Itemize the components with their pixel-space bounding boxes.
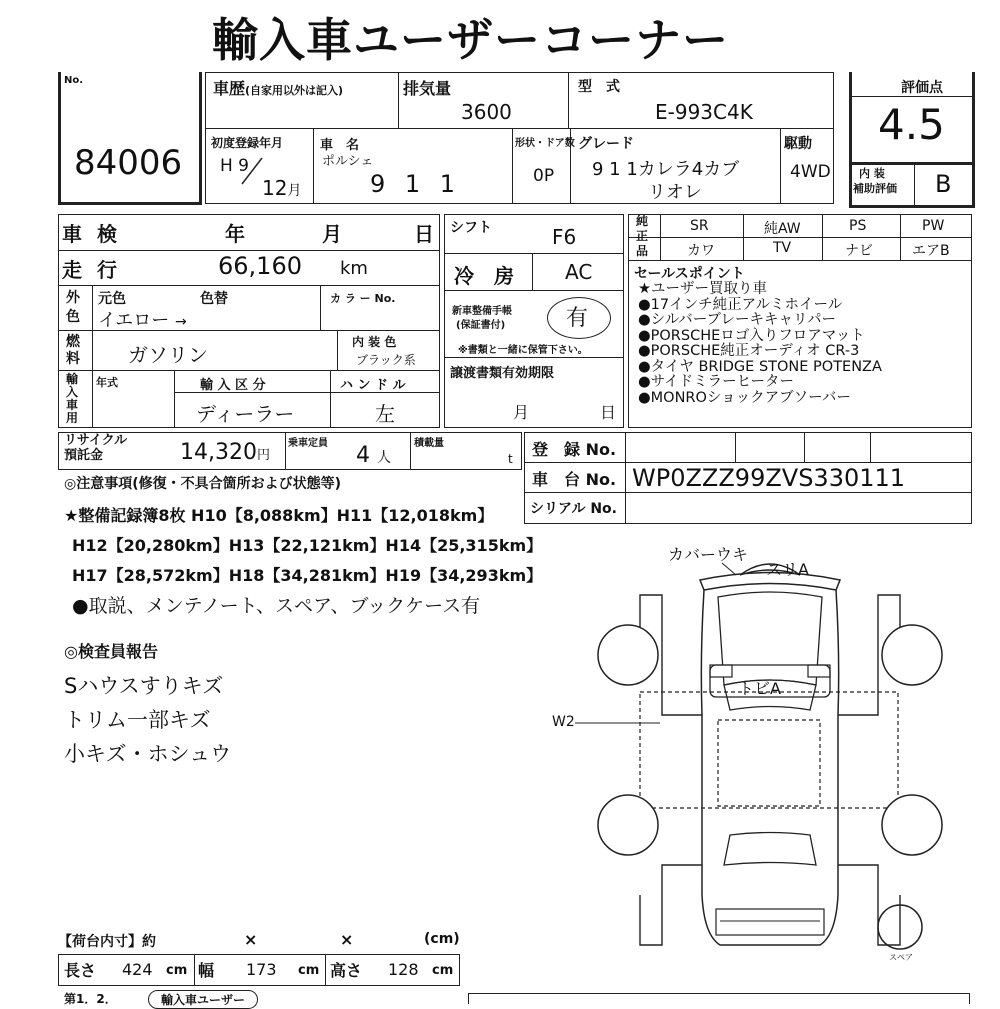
- height-label: 高さ: [330, 961, 363, 980]
- option-pw: PW: [922, 218, 945, 234]
- mileage-label: 走 行: [62, 258, 121, 282]
- sales-point: ●サイドミラーヒーター: [638, 374, 795, 390]
- width-label: 幅: [198, 961, 215, 980]
- grade-line-1: 9 1 1カレラ4カブ: [592, 159, 740, 180]
- load-unit: t: [508, 452, 513, 466]
- car-damage-diagram: [540, 535, 980, 965]
- shaken-day-label: 日: [414, 222, 434, 246]
- shaken-year-label: 年: [225, 222, 245, 246]
- sales-point: ●PORSCHEロゴ入りフロアマット: [638, 327, 865, 344]
- load-label: 積載量: [414, 438, 444, 449]
- handle-value: 左: [375, 402, 395, 426]
- sales-point: ●シルバーブレーキキャリパー: [638, 312, 837, 328]
- height-value: 128: [388, 960, 419, 979]
- no-label: No.: [64, 75, 84, 86]
- first-reg-slash: [240, 156, 262, 184]
- displacement-label: 排気量: [403, 79, 452, 98]
- note-line: H17【28,572km】H18【34,281km】H19【34,293km】: [72, 566, 543, 585]
- chassis-value: WP0ZZZ99ZVS330111: [632, 464, 906, 492]
- inspector-line: 小キズ・ホシュウ: [64, 742, 232, 766]
- model-value: E-993C4K: [655, 100, 753, 124]
- cargo-x1: ×: [244, 930, 258, 949]
- maintenance-note: ※書類と一緒に保管下さい。: [458, 345, 588, 356]
- score-value: 4.5: [878, 100, 945, 149]
- diagram-label-chip: トビA: [738, 679, 781, 698]
- doors-label: 形状・ドア数: [515, 138, 575, 149]
- option-sr: SR: [690, 218, 709, 234]
- inspector-line: Sハウスすりキズ: [64, 674, 224, 698]
- maintenance-value: 有: [566, 306, 589, 331]
- doors-value: 0P: [533, 166, 555, 186]
- option-alloy-wheel: 純AW: [764, 221, 801, 237]
- recycle-value: 14,320円: [180, 440, 270, 465]
- first-reg-era: H 9: [220, 156, 250, 176]
- interior-eval-label: 内 装 補助評価: [853, 167, 897, 195]
- history-label: 車歴(自家用以外は記入): [213, 79, 344, 98]
- fuel-label: 燃 料: [66, 334, 80, 367]
- displacement-value: 3600: [461, 100, 512, 124]
- chassis-label: 車 台 No.: [532, 470, 617, 489]
- sales-point: ●17インチ純正アルミホイール: [638, 296, 843, 313]
- grade-line-2: リオレ: [648, 182, 702, 203]
- capacity-value: 4 人: [356, 443, 391, 468]
- capacity-label: 乗車定員: [288, 438, 328, 449]
- shift-label: シフト: [450, 220, 492, 236]
- option-tv: TV: [773, 240, 792, 256]
- inspector-line: トリム一部キズ: [64, 708, 211, 732]
- first-reg-label: 初度登録年月: [211, 136, 284, 150]
- lot-number: 84006: [74, 143, 183, 183]
- import-label: 輸 入 車 用: [66, 372, 79, 425]
- score-label: 評価点: [901, 80, 943, 96]
- repaint-label: 色替: [200, 291, 228, 307]
- spare-label: スペア: [889, 953, 913, 962]
- drive-label: 駆動: [784, 136, 812, 152]
- length-unit: cm: [166, 963, 188, 978]
- cargo-unit: (cm): [424, 931, 460, 947]
- footer-box-right: [468, 993, 970, 1004]
- drive-value: 4WD: [790, 162, 831, 182]
- sales-point: ●MONROショックアブソーバー: [638, 389, 851, 406]
- genuine-label: 純 正 品: [636, 214, 649, 258]
- sales-points-list: [638, 282, 882, 406]
- footer-prefix: 第1．2．: [64, 992, 117, 1006]
- mileage-value: 66,160: [218, 252, 302, 280]
- grade-label: グレード: [578, 136, 634, 152]
- diagram-label-w2: W2: [552, 714, 575, 730]
- shaken-label: 車 検: [62, 222, 121, 246]
- notes-heading: ◎注意事項(修復・不具合箇所および状態等): [64, 476, 342, 492]
- height-unit: cm: [432, 963, 454, 978]
- length-label: 長さ: [64, 961, 97, 980]
- import-class-label: 輸 入 区 分: [200, 378, 266, 393]
- interior-color-value: ブラック系: [356, 353, 416, 367]
- handle-label: ハ ン ド ル: [340, 378, 406, 393]
- interior-eval-value: B: [935, 170, 952, 198]
- reg-no-label: 登 録 No.: [532, 440, 617, 459]
- exterior-label: 外 色: [66, 290, 80, 325]
- first-reg-month: 12月: [262, 176, 302, 200]
- cargo-x2: ×: [340, 930, 354, 949]
- maker-name: ポルシェ: [322, 154, 374, 169]
- note-line: ●取説、メンテノート、スペア、ブックケース有: [72, 595, 481, 617]
- color-no-label: カ ラ ー No.: [330, 292, 396, 305]
- transfer-docs-label: 譲渡書類有効期限: [450, 366, 555, 381]
- option-airbag: エアB: [912, 243, 950, 259]
- width-unit: cm: [298, 963, 320, 978]
- sales-point: ★ユーザー買取り車: [638, 281, 767, 297]
- model-label: 型 式: [578, 79, 620, 95]
- mileage-unit: km: [340, 258, 368, 279]
- note-line: H12【20,280km】H13【22,121km】H14【25,315km】: [72, 536, 543, 555]
- transfer-month: 月: [513, 403, 530, 422]
- option-leather: カワ: [687, 243, 715, 259]
- note-line: ★整備記録簿8枚 H10【8,088km】H11【12,018km】: [64, 506, 494, 525]
- car-name-value: 9 1 1: [370, 170, 462, 198]
- serial-label: シリアル No.: [530, 501, 617, 517]
- option-ps: PS: [849, 218, 867, 234]
- fuel-value: ガソリン: [128, 343, 208, 367]
- page-title: 輸入車ユーザーコーナー: [212, 13, 729, 67]
- inspector-heading: ◎検査員報告: [64, 642, 158, 661]
- sales-point: ●PORSCHE純正オーディオ CR-3: [638, 343, 860, 359]
- cargo-label: 【荷台内寸】約: [58, 934, 156, 950]
- ac-label: 冷 房: [454, 264, 514, 288]
- diagram-label-scratch: スリA: [766, 560, 809, 579]
- diagram-label-cover: カバーウキ: [668, 545, 749, 564]
- footer-stamp: 輸入車ユーザー: [148, 990, 258, 1009]
- shaken-month-label: 月: [322, 222, 342, 246]
- sales-point: ●タイヤ BRIDGE STONE POTENZA: [638, 358, 882, 375]
- maintenance-book-label: 新車整備手帳 (保証書付): [452, 306, 512, 331]
- year-type-label: 年式: [96, 376, 118, 389]
- shift-value: F6: [552, 225, 577, 249]
- exterior-color-value: イエロー →: [98, 310, 187, 331]
- option-navi: ナビ: [845, 243, 873, 259]
- car-name-label: 車 名: [320, 138, 360, 153]
- ac-value: AC: [565, 260, 593, 284]
- number-bracket: [58, 72, 202, 205]
- import-class-value: ディーラー: [196, 402, 295, 426]
- transfer-day: 日: [600, 403, 617, 422]
- interior-color-label: 内 装 色: [352, 335, 397, 349]
- sales-points-label: セールスポイント: [634, 266, 745, 282]
- width-value: 173: [246, 960, 277, 979]
- length-value: 424: [122, 960, 153, 979]
- recycle-label: リサイクル 預託金: [64, 433, 128, 463]
- orig-color-label: 元色: [98, 291, 126, 307]
